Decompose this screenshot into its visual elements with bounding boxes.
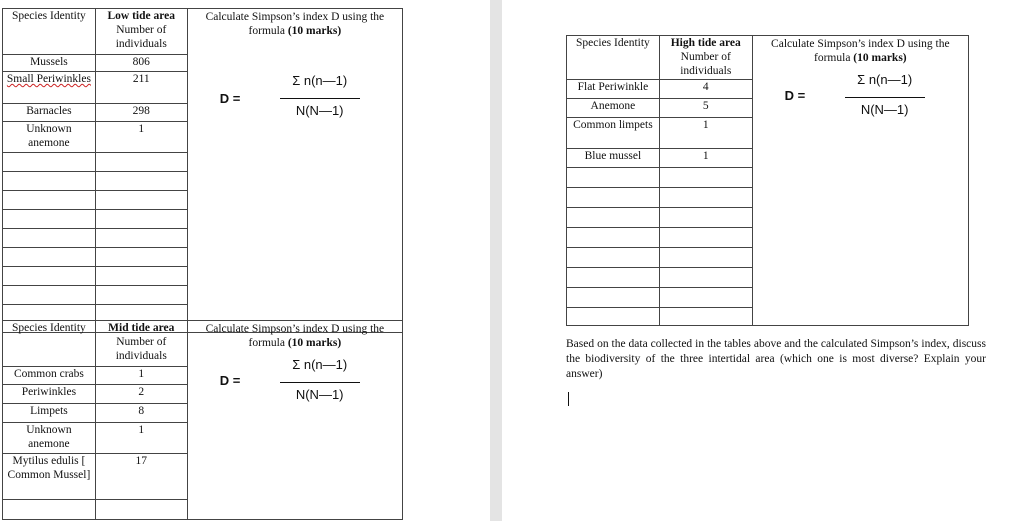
empty-cell	[3, 248, 96, 267]
page-gutter	[490, 0, 502, 521]
count-cell: 8	[95, 404, 187, 423]
empty-cell	[567, 268, 660, 288]
d-equals: D =	[219, 373, 241, 388]
empty-cell	[567, 168, 660, 188]
species-cell: Small Periwinkles	[3, 72, 96, 104]
empty-cell	[95, 267, 187, 286]
species-cell: Unknown anemone	[3, 122, 96, 153]
species-cell: Mytilus edulis [ Common Mussel]	[3, 454, 96, 500]
low-tide-table	[2, 8, 403, 333]
empty-cell	[567, 188, 660, 208]
species-cell: Limpets	[3, 404, 96, 423]
fraction-numerator: Σ n(n—1)	[857, 72, 913, 87]
empty-cell	[659, 188, 752, 208]
empty-cell	[567, 288, 660, 308]
species-cell: Barnacles	[3, 104, 96, 122]
empty-cell	[3, 267, 96, 286]
empty-cell	[659, 288, 752, 308]
empty-cell	[95, 191, 187, 210]
empty-cell	[659, 168, 752, 188]
species-cell: Blue mussel	[567, 149, 660, 168]
empty-cell	[567, 248, 660, 268]
fraction-numerator: Σ n(n—1)	[292, 73, 348, 88]
high-tide-table	[566, 35, 969, 326]
empty-cell	[95, 172, 187, 191]
empty-cell	[95, 500, 187, 520]
fraction-bar	[845, 97, 925, 98]
empty-cell	[567, 208, 660, 228]
count-header: Mid tide area Number of individuals	[95, 321, 187, 367]
empty-cell	[3, 286, 96, 305]
empty-cell	[3, 191, 96, 210]
count-cell: 1	[95, 367, 187, 385]
empty-cell	[659, 248, 752, 268]
empty-cell	[567, 308, 660, 326]
empty-cell	[95, 210, 187, 229]
count-cell: 806	[95, 55, 187, 72]
species-cell: Anemone	[567, 99, 660, 118]
count-cell: 1	[95, 122, 187, 153]
count-header: Low tide area Number of individuals	[95, 9, 187, 55]
formula-cell	[187, 321, 402, 520]
empty-cell	[95, 229, 187, 248]
empty-cell	[3, 210, 96, 229]
formula-title: Calculate Simpson’s index D using the formula (10 marks)	[205, 11, 385, 37]
empty-cell	[567, 228, 660, 248]
discussion-question: Based on the data collected in the tables above and the calculated Simpson’s index, discuss the biodiversity of the three intertidal area (which one is most diverse? Explain your answer)	[566, 338, 986, 380]
empty-cell	[659, 228, 752, 248]
empty-cell	[95, 286, 187, 305]
empty-cell	[659, 268, 752, 288]
count-cell: 1	[659, 118, 752, 149]
species-identity-header: Species Identity	[567, 36, 660, 80]
count-cell: 1	[95, 423, 187, 454]
species-identity-header: Species Identity	[3, 321, 96, 367]
species-identity-header: Species Identity	[3, 9, 96, 55]
count-cell: 5	[659, 99, 752, 118]
species-cell: Common limpets	[567, 118, 660, 149]
text-cursor[interactable]	[568, 392, 569, 406]
count-cell: 298	[95, 104, 187, 122]
species-cell: Mussels	[3, 55, 96, 72]
species-cell: Common crabs	[3, 367, 96, 385]
count-cell: 4	[659, 80, 752, 99]
fraction-bar	[280, 98, 360, 99]
count-cell: 1	[659, 149, 752, 168]
d-equals: D =	[784, 88, 806, 103]
count-header: High tide area Number of individuals	[659, 36, 752, 80]
empty-cell	[3, 153, 96, 172]
formula-cell	[752, 36, 968, 326]
empty-cell	[3, 172, 96, 191]
species-cell: Periwinkles	[3, 385, 96, 404]
fraction-denominator: N(N—1)	[295, 103, 344, 118]
empty-cell	[659, 208, 752, 228]
fraction-numerator: Σ n(n—1)	[292, 357, 348, 372]
empty-cell	[3, 500, 96, 520]
fraction-bar	[280, 382, 360, 383]
empty-cell	[95, 248, 187, 267]
fraction-denominator: N(N—1)	[860, 102, 909, 117]
formula-title: Calculate Simpson’s index D using the formula (10 marks)	[205, 323, 385, 349]
empty-cell	[3, 229, 96, 248]
mid-tide-table	[2, 320, 403, 520]
d-equals: D =	[219, 91, 241, 106]
empty-cell	[659, 308, 752, 326]
species-cell: Unknown anemone	[3, 423, 96, 454]
fraction-denominator: N(N—1)	[295, 387, 344, 402]
empty-cell	[95, 153, 187, 172]
species-cell: Flat Periwinkle	[567, 80, 660, 99]
formula-title: Calculate Simpson’s index D using the formula (10 marks)	[771, 38, 950, 64]
count-cell: 17	[95, 454, 187, 500]
count-cell: 211	[95, 72, 187, 104]
formula-cell	[187, 9, 402, 333]
count-cell: 2	[95, 385, 187, 404]
